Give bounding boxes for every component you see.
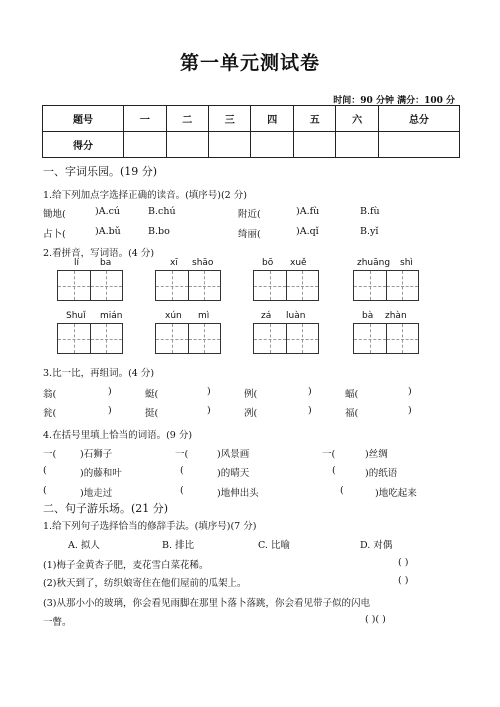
- q1-option: B.yǐ: [360, 226, 379, 237]
- pinyin-label: zhàn: [385, 311, 407, 321]
- score-header-cell: 三: [209, 106, 251, 132]
- q3-close: ): [408, 405, 412, 416]
- q3-prompt: 3.比一比，再组词。(4 分): [43, 368, 155, 379]
- writing-grid[interactable]: [253, 323, 319, 354]
- q4-open: (: [43, 485, 47, 496]
- pinyin-label: ba: [100, 258, 112, 268]
- q3-char: 蝠(: [345, 389, 359, 400]
- q3-close: ): [408, 386, 412, 397]
- pinyin-label: luàn: [286, 311, 306, 321]
- q3-close: ): [108, 386, 112, 397]
- q4-text: )的藤和叶: [80, 468, 122, 479]
- exam-meta: 时间：90 分钟 满分：100 分: [333, 96, 455, 106]
- sentence: (3)从那小小的玻璃，你会看见雨脚在那里卜落卜落跳，你会看见带子似的闪电: [43, 598, 370, 609]
- score-header-cell: 题号: [43, 106, 124, 132]
- q4-text: )石狮子: [80, 449, 113, 460]
- score-header-cell: 总分: [378, 106, 459, 132]
- pinyin-label: xún: [165, 311, 182, 321]
- q4-prompt: 4.在括号里填上恰当的词语。(9 分): [43, 430, 193, 441]
- score-cell[interactable]: [336, 132, 378, 158]
- answer-blank[interactable]: ( ): [398, 575, 409, 586]
- writing-grid[interactable]: [155, 270, 221, 301]
- rhetoric-option: B. 排比: [162, 540, 195, 551]
- section1-heading: 一、字词乐园。(19 分): [43, 165, 158, 178]
- score-table-header-row: [43, 106, 460, 132]
- pinyin-label: zá: [261, 311, 272, 321]
- q1-option: )A.bǔ: [95, 226, 121, 237]
- q4-open: (: [43, 465, 47, 476]
- section2-heading: 二、句子游乐场。(21 分): [43, 502, 169, 515]
- writing-grid[interactable]: [57, 270, 123, 301]
- q3-char: 挺(: [145, 408, 159, 419]
- q3-char: 冽(: [244, 408, 258, 419]
- q3-char: 瓮(: [43, 408, 57, 419]
- q4-text: )的晴天: [217, 468, 250, 479]
- q4-open: (: [332, 465, 336, 476]
- writing-grid[interactable]: [57, 323, 123, 354]
- q3-char: 翁(: [43, 389, 57, 400]
- q4-open: (: [180, 465, 184, 476]
- q4-text: )地走过: [80, 488, 113, 499]
- q3-char: 蜓(: [145, 389, 159, 400]
- score-table: [42, 105, 460, 158]
- score-cell[interactable]: [209, 132, 251, 158]
- score-cell[interactable]: [293, 132, 335, 158]
- q3-char: 例(: [244, 389, 258, 400]
- q2-prompt: 2.看拼音，写词语。(4 分): [43, 248, 155, 259]
- score-row-label: 得分: [43, 132, 124, 158]
- score-header-cell: 四: [251, 106, 293, 132]
- q4-open: (: [340, 485, 344, 496]
- q3-close: ): [308, 405, 312, 416]
- sentence-continuation: 一瞥。: [43, 617, 72, 628]
- writing-grid[interactable]: [155, 323, 221, 354]
- writing-grid[interactable]: [353, 323, 419, 354]
- q4-open: (: [180, 485, 184, 496]
- q1-option: )A.qǐ: [296, 226, 319, 237]
- q4-text: )的纸语: [365, 468, 398, 479]
- pinyin-label: zhuāng: [357, 258, 391, 268]
- pinyin-label: Shuǐ: [66, 311, 86, 321]
- score-cell[interactable]: [251, 132, 293, 158]
- q4-text: )风景画: [217, 449, 250, 460]
- score-header-cell: 一: [124, 106, 166, 132]
- q4-open: 一(: [322, 449, 336, 460]
- q4-open: 一(: [175, 449, 189, 460]
- answer-blank[interactable]: ( ): [398, 557, 409, 568]
- rhetoric-option: D. 对偶: [360, 540, 393, 551]
- q4-text: )丝绸: [365, 449, 388, 460]
- q4-text: )地伸出头: [217, 488, 259, 499]
- q1-option: B.bo: [148, 226, 170, 237]
- q1-word: 绮丽(: [238, 229, 261, 240]
- pinyin-label: xī: [170, 258, 178, 268]
- q3-close: ): [207, 405, 211, 416]
- answer-blank[interactable]: ( )( ): [365, 614, 386, 625]
- pinyin-label: mián: [100, 311, 123, 321]
- score-cell[interactable]: [378, 132, 459, 158]
- pinyin-label: bō: [262, 258, 274, 268]
- q1-option: B.chú: [148, 206, 176, 217]
- writing-grid[interactable]: [353, 270, 419, 301]
- pinyin-label: lí: [74, 258, 80, 268]
- q4-text: )地吃起来: [375, 488, 417, 499]
- pinyin-label: shāo: [192, 258, 214, 268]
- score-header-cell: 六: [336, 106, 378, 132]
- q1-option: )A.cú: [95, 206, 121, 217]
- sentence: (1)梅子金黄杏子肥，麦花雪白菜花稀。: [43, 560, 209, 571]
- score-cell[interactable]: [166, 132, 208, 158]
- q1-option: B.fù: [360, 206, 380, 217]
- score-header-cell: 二: [166, 106, 208, 132]
- q3-char: 福(: [345, 408, 359, 419]
- q1-word: 锄地(: [43, 209, 66, 220]
- score-header-cell: 五: [293, 106, 335, 132]
- pinyin-label: shì: [400, 258, 413, 268]
- pinyin-label: xuě: [290, 258, 307, 268]
- q1-option: )A.fù: [296, 206, 320, 217]
- pinyin-label: mì: [198, 311, 210, 321]
- s2-q1-prompt: 1.给下列句子选择恰当的修辞手法。(填序号)(7 分): [43, 521, 257, 532]
- rhetoric-option: A. 拟人: [68, 540, 100, 551]
- page-title: 第一单元测试卷: [179, 52, 320, 74]
- q1-prompt: 1.给下列加点字选择正确的读音。(填序号)(2 分): [43, 190, 247, 201]
- pinyin-label: bà: [362, 311, 374, 321]
- rhetoric-option: C. 比喻: [258, 540, 290, 551]
- q3-close: ): [207, 386, 211, 397]
- score-cell[interactable]: [124, 132, 166, 158]
- writing-grid[interactable]: [253, 270, 319, 301]
- q1-word: 附近(: [238, 209, 261, 220]
- q3-close: ): [108, 405, 112, 416]
- q3-close: ): [308, 386, 312, 397]
- score-table-score-row: [43, 132, 460, 158]
- q4-open: 一(: [43, 449, 57, 460]
- sentence: (2)秋天到了，纺织娘寄住在他们屋前的瓜架上。: [43, 578, 247, 589]
- q1-word: 占卜(: [43, 229, 66, 240]
